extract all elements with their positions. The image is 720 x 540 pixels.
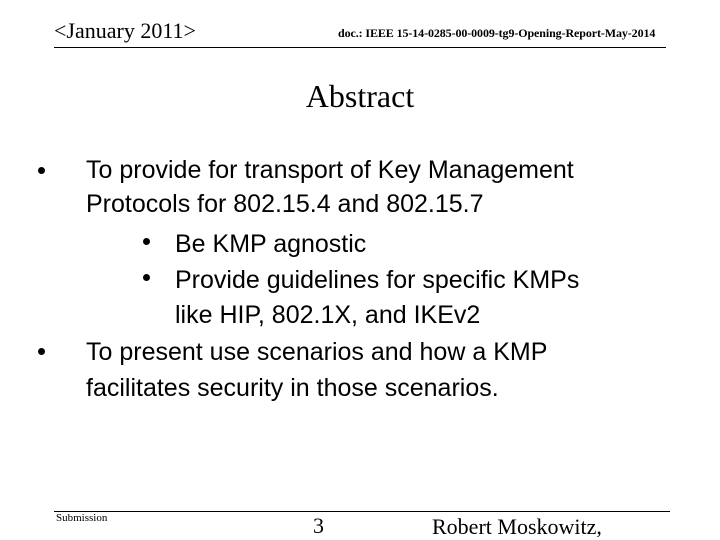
slide-title: Abstract <box>305 78 415 114</box>
footer-author: Robert Moskowitz, <box>432 514 602 539</box>
footer-divider <box>54 511 670 512</box>
bullet-dot-icon <box>38 348 45 355</box>
bullet-text-line: facilitates security in those scenarios. <box>86 374 499 402</box>
header-date: <January 2011> <box>54 18 196 43</box>
bullet-dot-icon <box>38 167 45 174</box>
bullet-text-line: Provide guidelines for specific KMPs <box>175 266 580 294</box>
bullet-text-line: To present use scenarios and how a KMP <box>86 338 548 366</box>
page-number: 3 <box>313 513 324 538</box>
bullet-dot-icon <box>143 274 150 281</box>
bullet-dot-icon <box>143 238 150 245</box>
bullet-text-line: Protocols for 802.15.4 and 802.15.7 <box>86 190 484 218</box>
bullet-text-line: To provide for transport of Key Management <box>86 156 574 184</box>
bullet-text-line: like HIP, 802.1X, and IKEv2 <box>175 301 481 329</box>
header-doc-id: doc.: IEEE 15-14-0285-00-0009-tg9-Opening-Report-May-2014 <box>338 26 656 40</box>
bullet-text-line: Be KMP agnostic <box>175 230 367 258</box>
footer-submission-label: Submission <box>56 512 108 524</box>
header-divider <box>54 47 666 48</box>
